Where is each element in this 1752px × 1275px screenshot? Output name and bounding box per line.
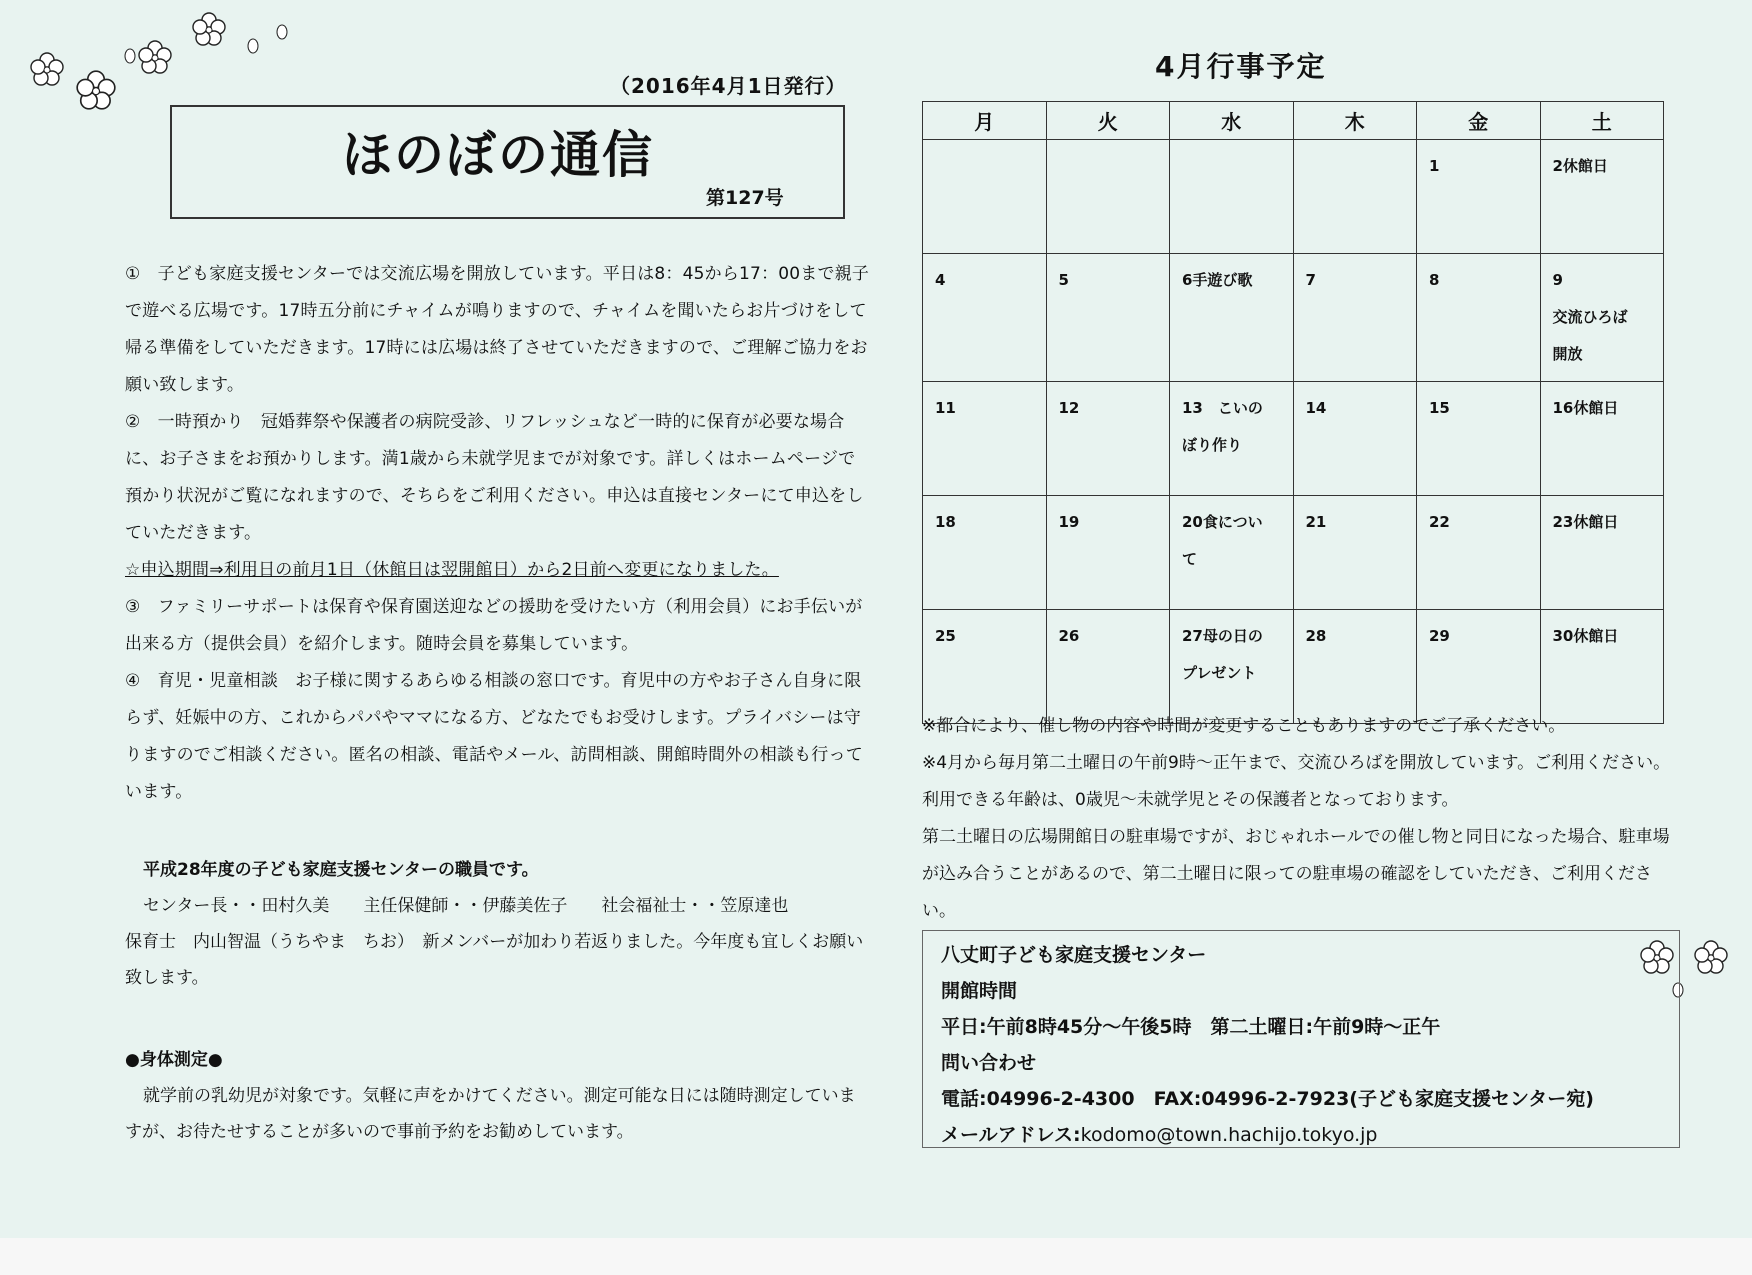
calendar-week-row: [923, 254, 1664, 382]
title-box: [170, 105, 845, 219]
note-parking: 第二土曜日の広場開館日の駐車場ですが、おじゃれホールでの催し物と同日になった場合、駐車場が込み合うことがあるので、第二土曜日に限っての駐車場の確認をしていただき、ご利用ください。: [922, 827, 1670, 921]
paper-edge: [0, 1238, 1752, 1275]
measurement-section: [125, 1042, 870, 1150]
flower-icon: [192, 12, 226, 46]
hours-label: 開館時間: [941, 980, 1018, 1002]
weekday-header: 月: [923, 102, 1047, 140]
weekday-header: 金: [1417, 102, 1541, 140]
calendar-day-cell: 21: [1293, 496, 1417, 610]
calendar-day-cell: [1170, 140, 1294, 254]
calendar-day-cell: 13 こいの ぼり作り: [1170, 382, 1294, 496]
calendar-day-cell: 4: [923, 254, 1047, 382]
calendar-day-cell: 26: [1046, 610, 1170, 724]
calendar-day-cell: 16休館日: [1540, 382, 1664, 496]
calendar-day-cell: 9 交流ひろば 開放: [1540, 254, 1664, 382]
paragraph-family-support: ③ ファミリーサポートは保育や保育園送迎などの援助を受けたい方（利用会員）にお手伝いが出来る方（提供会員）を紹介します。随時会員を募集しています。: [125, 597, 863, 654]
calendar-week-row: [923, 610, 1664, 724]
calendar-day-cell: [923, 140, 1047, 254]
staff-heading: 平成28年度の子ども家庭支援センターの職員です。: [143, 860, 539, 880]
calendar-day-cell: 29: [1417, 610, 1541, 724]
paragraph-open-space: ① 子ども家庭支援センターでは交流広場を開放しています。平日は8：45から17：00まで親子で遊べる広場です。17時五分前にチャイムが鳴りますので、チャイムを聞いたらお片づけをして帰る準備をしていただきます。17時には広場は終了させていただきますので、ご理解ご協力をお願い致します。: [125, 264, 870, 395]
calendar-day-cell: [1293, 140, 1417, 254]
weekday-header-row: [923, 102, 1664, 140]
calendar-day-cell: 12: [1046, 382, 1170, 496]
mail-row: [941, 1117, 1661, 1153]
paragraph-consultation: ④ 育児・児童相談 お子様に関するあらゆる相談の窓口です。育児中の方やお子さん自身に限らず、妊娠中の方、これからパパやママになる方、どなたでもお受けします。プライバシーは守りますのでご相談ください。匿名の相談、電話やメール、訪問相談、開館時間外の相談も行っています。: [125, 671, 863, 802]
contact-info-box: [922, 930, 1680, 1148]
phone-fax: 電話:04996-2-4300 FAX:04996-2-7923(子ども家庭支援センター宛): [941, 1088, 1594, 1110]
staff-section: [125, 852, 870, 996]
flower-icon: [76, 70, 116, 110]
calendar-day-cell: 25: [923, 610, 1047, 724]
calendar-day-cell: [1046, 140, 1170, 254]
calendar-day-cell: 11: [923, 382, 1047, 496]
weekday-header: 木: [1293, 102, 1417, 140]
contact-label: 問い合わせ: [941, 1052, 1037, 1074]
paragraph-application-notice: ☆申込期間⇒利用日の前月1日（休館日は翌開館日）から2日前へ変更になりました。: [125, 560, 779, 580]
calendar-day-cell: 23休館日: [1540, 496, 1664, 610]
left-column: [125, 256, 870, 811]
note-saturday-open: ※4月から毎月第二土曜日の午前9時～正午まで、交流ひろばを開放しています。ご利用ください。利用できる年齢は、0歳児～未就学児とその保護者となっております。: [922, 753, 1671, 810]
weekday-header: 水: [1170, 102, 1294, 140]
flower-icon: [138, 40, 172, 74]
calendar-day-cell: 19: [1046, 496, 1170, 610]
calendar-day-cell: 30休館日: [1540, 610, 1664, 724]
calendar-day-cell: 7: [1293, 254, 1417, 382]
calendar-day-cell: 22: [1417, 496, 1541, 610]
flower-icon: [30, 52, 64, 86]
calendar-day-cell: 20食につい て: [1170, 496, 1294, 610]
event-calendar: [922, 101, 1664, 724]
weekday-header: 火: [1046, 102, 1170, 140]
calendar-week-row: [923, 382, 1664, 496]
calendar-day-cell: 28: [1293, 610, 1417, 724]
calendar-day-cell: 6手遊び歌: [1170, 254, 1294, 382]
staff-line-2: 保育士 内山智温（うちやま ちお） 新メンバーが加わり若返りました。今年度も宜しくお願い致します。: [125, 932, 864, 988]
calendar-day-cell: 27母の日の プレゼント: [1170, 610, 1294, 724]
calendar-day-cell: 1: [1417, 140, 1541, 254]
weekday-header: 土: [1540, 102, 1664, 140]
calendar-day-cell: 2休館日: [1540, 140, 1664, 254]
calendar-notes: [922, 708, 1682, 930]
email-link[interactable]: kodomo@town.hachijo.tokyo.jp: [1080, 1124, 1378, 1146]
petal-icon: [274, 24, 290, 40]
calendar-day-cell: 18: [923, 496, 1047, 610]
opening-hours: 平日:午前8時45分～午後5時 第二土曜日:午前9時～正午: [941, 1016, 1441, 1038]
newsletter-title: ほのぼの通信: [342, 126, 654, 184]
mail-label: メールアドレス:: [941, 1124, 1081, 1146]
calendar-week-row: [923, 140, 1664, 254]
calendar-week-row: [923, 496, 1664, 610]
issue-number: 第127号: [706, 187, 784, 209]
calendar-day-cell: 8: [1417, 254, 1541, 382]
petal-icon: [122, 48, 138, 64]
calendar-title: 4月行事予定: [1155, 50, 1327, 83]
issue-date: （2016年4月1日発行）: [610, 74, 847, 98]
staff-line-1: センター長・・田村久美 主任保健師・・伊藤美佐子 社会福祉士・・笠原達也: [143, 896, 789, 916]
measurement-heading: ●身体測定●: [125, 1050, 223, 1070]
calendar-day-cell: 15: [1417, 382, 1541, 496]
flower-icon: [1694, 940, 1728, 974]
paragraph-temporary-care: ② 一時預かり 冠婚葬祭や保護者の病院受診、リフレッシュなど一時的に保育が必要な場合に、お子さまをお預かりします。満1歳から未就学児までが対象です。詳しくはホームページで預かり状況がご覧になれますので、そちらをご利用ください。申込は直接センターにて申込をしていただきます。: [125, 412, 864, 543]
petal-icon: [245, 38, 261, 54]
calendar-day-cell: 14: [1293, 382, 1417, 496]
note-schedule-change: ※都合により、催し物の内容や時間が変更することもありますのでご了承ください。: [922, 716, 1566, 736]
measurement-text: 就学前の乳幼児が対象です。気軽に声をかけてください。測定可能な日には随時測定していますが、お待たせすることが多いので事前予約をお勧めしています。: [125, 1086, 856, 1142]
calendar-day-cell: 5: [1046, 254, 1170, 382]
org-name: 八丈町子ども家庭支援センター: [941, 944, 1207, 966]
